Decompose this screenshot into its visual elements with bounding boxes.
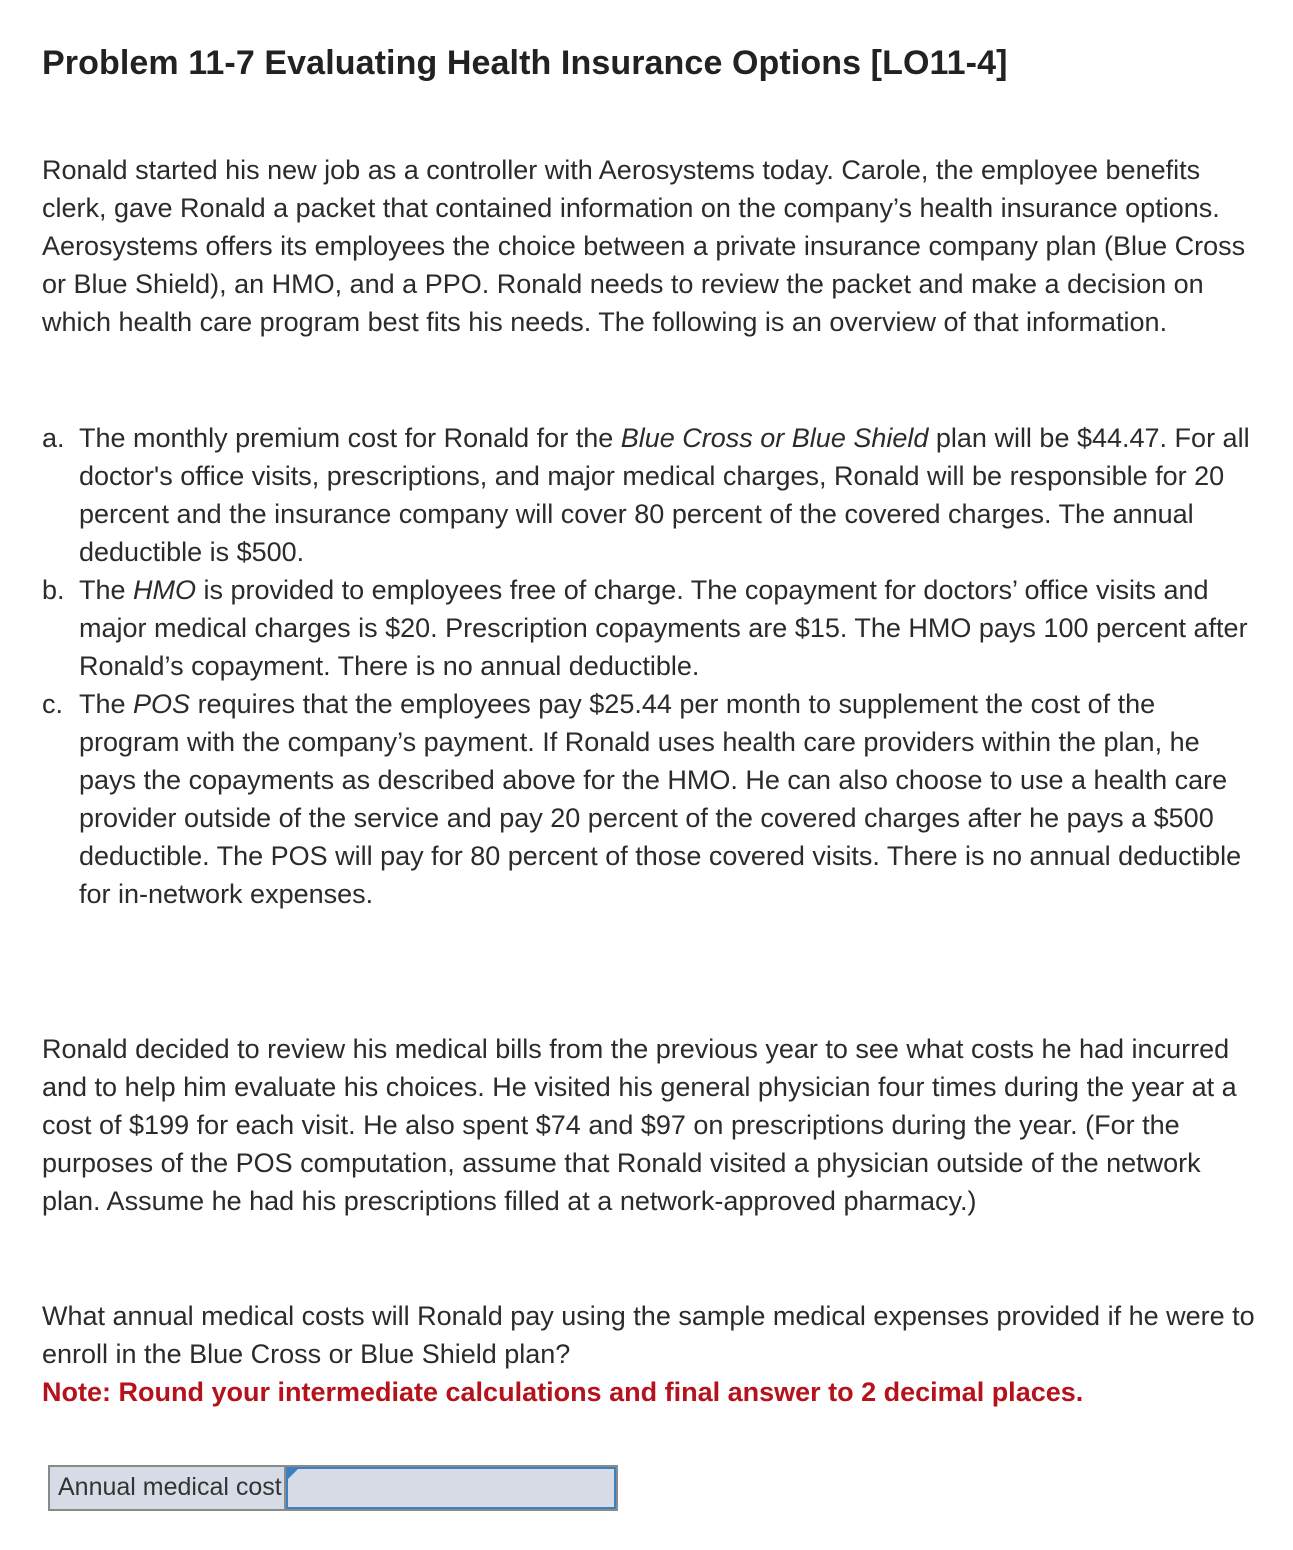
answer-input-wrapper <box>286 1467 616 1509</box>
rounding-note: Note: Round your intermediate calculations and final answer to 2 decimal places. <box>42 1377 1084 1407</box>
answer-label: Annual medical cost <box>50 1467 286 1509</box>
item-text-post: requires that the employees pay $25.44 per month to supplement the cost of the program with the company’s payment. If Ronald uses health care providers within the plan, he pays the copayments as described above for the HMO. He can also choose to use a health care provider outside of the service and pay 20 percent of the covered charges after he pays a $500 deductible. The POS will pay for 80 percent of those covered visits. There is no annual deductible for in-network expenses. <box>79 689 1242 909</box>
annual-medical-cost-input[interactable] <box>286 1467 616 1509</box>
item-text-post: plan will be $44.47. For all doctor's office visits, prescriptions, and major medical charges, Ronald will be responsible for 20 percent and the insurance company will cover 80 percent of the covered charges. The annual deductible is $500. <box>79 423 1250 567</box>
list-item <box>42 571 1262 685</box>
answer-row <box>48 1465 618 1511</box>
item-letter: a. <box>42 423 65 453</box>
input-marker-icon <box>288 1469 298 1479</box>
item-plan-name: POS <box>133 689 191 719</box>
review-paragraph: Ronald decided to review his medical bills from the previous year to see what costs he had incurred and to help him evaluate his choices. He visited his general physician four times during the year at a cost of $199 for each visit. He also spent $74 and $97 on prescriptions during the year. (For the purposes of the POS computation, assume that Ronald visited a physician outside of the network plan. Assume he had his prescriptions filled at a network-approved pharmacy.) <box>42 1034 1237 1216</box>
item-letter: b. <box>42 575 65 605</box>
list-item <box>42 419 1262 571</box>
item-text-pre: The <box>79 689 134 719</box>
item-letter: c. <box>42 689 64 719</box>
item-text-pre: The monthly premium cost for Ronald for the <box>79 423 621 453</box>
list-item <box>42 685 1262 913</box>
item-plan-name: Blue Cross or Blue Shield <box>620 423 929 453</box>
problem-title: Problem 11-7 Evaluating Health Insurance Options [LO11-4] <box>42 44 1008 82</box>
intro-paragraph: Ronald started his new job as a controller with Aerosystems today. Carole, the employee benefits clerk, gave Ronald a packet that contained information on the company’s health insurance options. Aerosystems offers its employees the choice between a private insurance company plan (Blue Cross or Blue Shield), an HMO, and a PPO. Ronald needs to review the packet and make a decision on which health care program best fits his needs. The following is an overview of that information. <box>42 155 1246 337</box>
item-text-pre: The <box>79 575 134 605</box>
plan-options-list <box>42 419 1262 913</box>
item-plan-name: HMO <box>133 575 197 605</box>
item-text-post: is provided to employees free of charge. The copayment for doctors’ office visits and major medical charges is $20. Prescription copayments are $15. The HMO pays 100 percent after Ronald’s copayment. There is no annual deductible. <box>79 575 1248 681</box>
question-text: What annual medical costs will Ronald pay using the sample medical expenses provided if he were to enroll in the Blue Cross or Blue Shield plan? <box>42 1301 1255 1369</box>
